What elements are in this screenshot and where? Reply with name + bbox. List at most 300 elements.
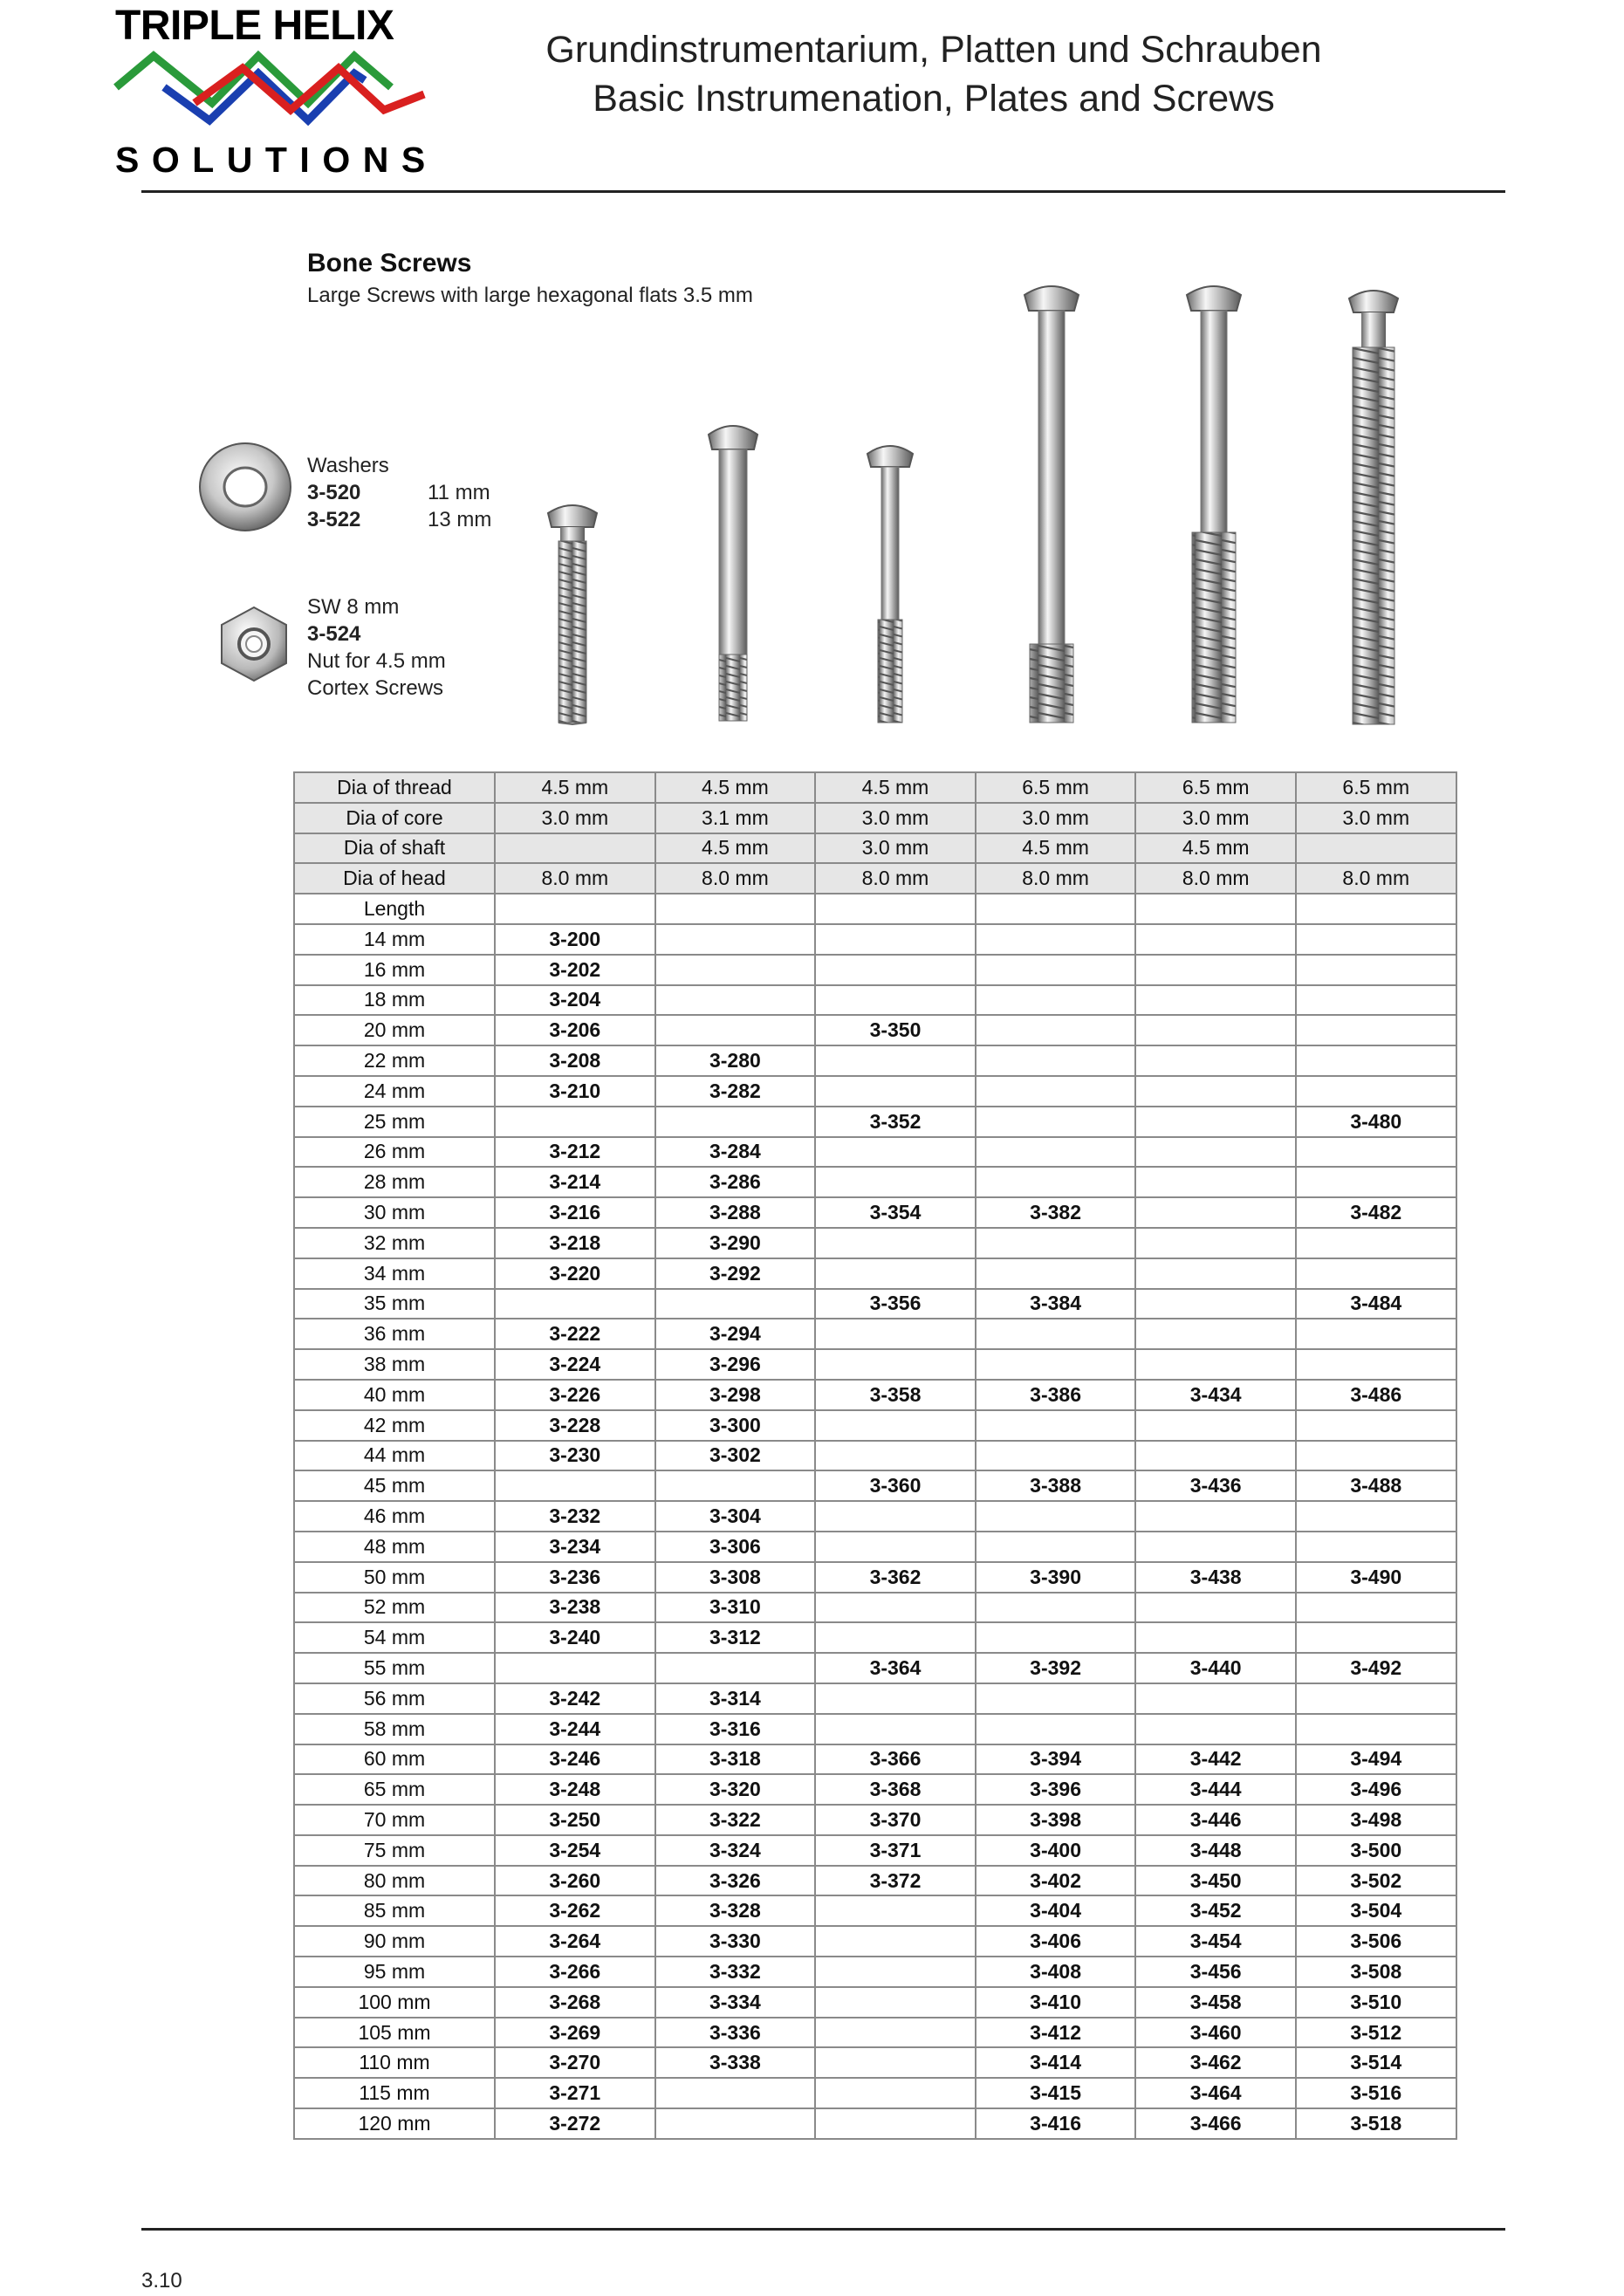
article-code-cell: 3-292 [655,1258,816,1289]
article-code-cell [815,1683,976,1714]
article-code-cell [1135,924,1296,955]
article-code-cell [1296,924,1456,955]
article-code-cell: 3-350 [815,1015,976,1045]
article-code-cell: 3-400 [976,1835,1136,1866]
washers-info [307,452,517,533]
article-code-cell [1296,1076,1456,1107]
length-label-cell: Length [294,894,495,924]
article-code-cell: 3-396 [976,1774,1136,1805]
article-code-cell [815,955,976,985]
article-code-cell [1135,1228,1296,1258]
article-code-cell: 3-364 [815,1653,976,1683]
table-row [294,985,1456,1016]
article-code-cell [1296,1228,1456,1258]
article-code-cell [815,1045,976,1076]
table-row [294,1683,1456,1714]
article-code-cell [815,1167,976,1197]
article-code-cell [815,1349,976,1380]
article-code-cell [976,1349,1136,1380]
spec-value-cell: 8.0 mm [976,863,1136,894]
article-code-cell [976,1137,1136,1168]
length-cell: 34 mm [294,1258,495,1289]
article-code-cell [1135,1107,1296,1137]
article-code-cell [1296,1167,1456,1197]
article-code-cell [976,1319,1136,1349]
spec-label-cell: Dia of head [294,863,495,894]
spec-value-cell: 8.0 mm [1296,863,1456,894]
article-code-cell: 3-370 [815,1805,976,1835]
spec-value-cell: 8.0 mm [655,863,816,894]
article-code-cell [1296,1410,1456,1441]
nut-sw: SW 8 mm [307,595,400,619]
article-code-cell: 3-452 [1135,1895,1296,1926]
article-code-cell: 3-242 [495,1683,655,1714]
article-code-cell [1296,985,1456,1016]
article-code-cell: 3-226 [495,1380,655,1410]
article-code-cell [1135,1349,1296,1380]
article-code-cell [976,1441,1136,1471]
length-cell: 80 mm [294,1866,495,1896]
article-code-cell [815,2047,976,2078]
article-code-cell: 3-444 [1135,1774,1296,1805]
article-code-cell: 3-268 [495,1987,655,2018]
spec-value-cell: 3.0 mm [976,803,1136,833]
article-code-cell: 3-512 [1296,2018,1456,2048]
article-code-cell [655,1470,816,1501]
table-row [294,1197,1456,1228]
helix-waves-icon [112,49,435,136]
washer-code: 3-522 [307,508,361,531]
article-code-cell [1135,1076,1296,1107]
article-code-cell: 3-360 [815,1470,976,1501]
article-code-cell: 3-254 [495,1835,655,1866]
article-code-cell [976,1410,1136,1441]
hex-nut-icon [215,604,293,684]
cancellous-screw-full-thread [1349,291,1398,724]
spec-value-cell: 4.5 mm [655,772,816,803]
length-cell: 35 mm [294,1289,495,1319]
article-code-cell: 3-240 [495,1622,655,1653]
article-code-cell: 3-270 [495,2047,655,2078]
article-code-cell [1135,1410,1296,1441]
table-row [294,1137,1456,1168]
article-code-cell [495,1107,655,1137]
article-code-cell [1135,1593,1296,1623]
screw-spec-table [293,771,1457,2140]
article-code-cell: 3-250 [495,1805,655,1835]
table-row [294,1593,1456,1623]
length-cell: 55 mm [294,1653,495,1683]
article-code-cell: 3-306 [655,1532,816,1562]
article-code-cell [655,985,816,1016]
article-code-cell [815,1926,976,1957]
table-row [294,1622,1456,1653]
article-code-cell: 3-368 [815,1774,976,1805]
article-code-cell [815,1714,976,1744]
empty-cell [976,894,1136,924]
article-code-cell: 3-214 [495,1167,655,1197]
article-code-cell: 3-434 [1135,1380,1296,1410]
article-code-cell: 3-212 [495,1137,655,1168]
article-code-cell: 3-486 [1296,1380,1456,1410]
article-code-cell: 3-460 [1135,2018,1296,2048]
length-cell: 90 mm [294,1926,495,1957]
article-code-cell [976,1107,1136,1137]
spec-value-cell: 4.5 mm [495,772,655,803]
article-code-cell [815,985,976,1016]
cortex-screw-full-thread [548,505,597,724]
article-code-cell: 3-406 [976,1926,1136,1957]
spec-value-cell: 6.5 mm [1135,772,1296,803]
article-code-cell: 3-304 [655,1501,816,1532]
article-code-cell: 3-482 [1296,1197,1456,1228]
logo-top-text: TRIPLE HELIX [115,3,394,49]
table-row [294,1714,1456,1744]
article-code-cell: 3-282 [655,1076,816,1107]
article-code-cell [1135,955,1296,985]
spec-value-cell: 4.5 mm [976,833,1136,864]
length-cell: 36 mm [294,1319,495,1349]
length-cell: 25 mm [294,1107,495,1137]
length-cell: 95 mm [294,1957,495,1987]
article-code-cell: 3-440 [1135,1653,1296,1683]
article-code-cell: 3-458 [1135,1987,1296,2018]
article-code-cell: 3-496 [1296,1774,1456,1805]
article-code-cell [815,2018,976,2048]
article-code-cell [1296,1045,1456,1076]
article-code-cell: 3-358 [815,1380,976,1410]
article-code-cell: 3-218 [495,1228,655,1258]
article-code-cell: 3-371 [815,1835,976,1866]
length-cell: 38 mm [294,1349,495,1380]
article-code-cell [1135,1532,1296,1562]
article-code-cell [815,1441,976,1471]
article-code-cell: 3-462 [1135,2047,1296,2078]
article-code-cell: 3-204 [495,985,655,1016]
spec-value-cell: 4.5 mm [1135,833,1296,864]
spec-value-cell: 3.0 mm [1135,803,1296,833]
length-cell: 115 mm [294,2078,495,2108]
header-divider [141,190,1505,193]
washers-label: Washers [307,454,389,477]
article-code-cell: 3-354 [815,1197,976,1228]
length-cell: 32 mm [294,1228,495,1258]
article-code-cell: 3-248 [495,1774,655,1805]
nut-code: 3-524 [307,622,361,646]
article-code-cell: 3-488 [1296,1470,1456,1501]
article-code-cell: 3-366 [815,1744,976,1775]
table-row [294,1957,1456,1987]
article-code-cell: 3-322 [655,1805,816,1835]
article-code-cell: 3-394 [976,1744,1136,1775]
table-row [294,1987,1456,2018]
article-code-cell: 3-416 [976,2108,1136,2139]
length-cell: 48 mm [294,1532,495,1562]
table-row [294,1805,1456,1835]
article-code-cell [655,2108,816,2139]
article-code-cell [1296,1349,1456,1380]
length-cell: 16 mm [294,955,495,985]
table-row [294,2108,1456,2139]
article-code-cell [495,1653,655,1683]
table-row [294,1289,1456,1319]
cortex-shaft-screw [709,426,757,721]
table-row [294,1441,1456,1471]
length-cell: 100 mm [294,1987,495,2018]
length-cell: 20 mm [294,1015,495,1045]
spec-header-row [294,863,1456,894]
table-row [294,1258,1456,1289]
article-code-cell [976,1045,1136,1076]
article-code-cell: 3-402 [976,1866,1136,1896]
article-code-cell [1296,1593,1456,1623]
article-code-cell: 3-272 [495,2108,655,2139]
article-code-cell [1296,1015,1456,1045]
length-cell: 85 mm [294,1895,495,1926]
article-code-cell: 3-506 [1296,1926,1456,1957]
table-row [294,1835,1456,1866]
article-code-cell [655,1107,816,1137]
spec-value-cell: 4.5 mm [815,772,976,803]
article-code-cell: 3-266 [495,1957,655,1987]
article-code-cell: 3-232 [495,1501,655,1532]
article-code-cell: 3-500 [1296,1835,1456,1866]
article-code-cell: 3-210 [495,1076,655,1107]
washer-size: 11 mm [428,481,490,504]
spec-header-row [294,772,1456,803]
article-code-cell: 3-514 [1296,2047,1456,2078]
article-code-cell: 3-324 [655,1835,816,1866]
article-code-cell [1296,1258,1456,1289]
article-code-cell: 3-492 [1296,1653,1456,1683]
article-code-cell: 3-456 [1135,1957,1296,1987]
length-cell: 65 mm [294,1774,495,1805]
article-code-cell: 3-410 [976,1987,1136,2018]
table-row [294,1501,1456,1532]
small-shaft-screw [867,446,913,723]
spec-label-cell: Dia of thread [294,772,495,803]
article-code-cell [815,1501,976,1532]
article-code-cell [1135,985,1296,1016]
article-code-cell: 3-220 [495,1258,655,1289]
table-row [294,1774,1456,1805]
table-row [294,1349,1456,1380]
article-code-cell [815,1895,976,1926]
article-code-cell [1296,1441,1456,1471]
spec-value-cell: 3.0 mm [815,803,976,833]
article-code-cell: 3-442 [1135,1744,1296,1775]
article-code-cell [815,1258,976,1289]
article-code-cell [976,985,1136,1016]
article-code-cell [1296,1532,1456,1562]
article-code-cell [1135,1045,1296,1076]
article-code-cell [655,1289,816,1319]
article-code-cell: 3-246 [495,1744,655,1775]
article-code-cell: 3-200 [495,924,655,955]
article-code-cell: 3-296 [655,1349,816,1380]
article-code-cell: 3-480 [1296,1107,1456,1137]
article-code-cell: 3-320 [655,1774,816,1805]
spec-value-cell [495,833,655,864]
length-cell: 120 mm [294,2108,495,2139]
article-code-cell: 3-206 [495,1015,655,1045]
article-code-cell: 3-222 [495,1319,655,1349]
article-code-cell: 3-390 [976,1562,1136,1593]
cancellous-screw-long-thread [1187,286,1241,723]
washer-row [307,506,517,533]
spec-value-cell: 6.5 mm [1296,772,1456,803]
article-code-cell [655,2078,816,2108]
article-code-cell [976,1167,1136,1197]
article-code-cell [1296,1137,1456,1168]
article-code-cell: 3-490 [1296,1562,1456,1593]
spec-value-cell: 3.1 mm [655,803,816,833]
article-code-cell [1296,1714,1456,1744]
page-number: 3.10 [141,2269,182,2293]
article-code-cell [1135,1289,1296,1319]
table-row [294,2018,1456,2048]
article-code-cell: 3-284 [655,1137,816,1168]
article-code-cell: 3-202 [495,955,655,985]
table-row [294,924,1456,955]
article-code-cell [1135,1683,1296,1714]
article-code-cell [655,1015,816,1045]
table-row [294,1380,1456,1410]
article-code-cell [1135,1167,1296,1197]
length-cell: 44 mm [294,1441,495,1471]
article-code-cell [655,924,816,955]
article-code-cell [1296,1622,1456,1653]
table-row [294,1866,1456,1896]
header-title-german: Grundinstrumentarium, Platten und Schrauben [545,29,1322,71]
length-cell: 40 mm [294,1380,495,1410]
article-code-cell: 3-326 [655,1866,816,1896]
article-code-cell: 3-388 [976,1470,1136,1501]
article-code-cell: 3-216 [495,1197,655,1228]
article-code-cell: 3-372 [815,1866,976,1896]
article-code-cell [1296,1683,1456,1714]
length-cell: 52 mm [294,1593,495,1623]
article-code-cell: 3-288 [655,1197,816,1228]
length-cell: 24 mm [294,1076,495,1107]
article-code-cell [976,955,1136,985]
length-cell: 60 mm [294,1744,495,1775]
article-code-cell: 3-260 [495,1866,655,1896]
spec-label-cell: Dia of core [294,803,495,833]
article-code-cell: 3-518 [1296,2108,1456,2139]
article-code-cell: 3-502 [1296,1866,1456,1896]
article-code-cell: 3-412 [976,2018,1136,2048]
article-code-cell: 3-362 [815,1562,976,1593]
table-row [294,1653,1456,1683]
article-code-cell: 3-336 [655,2018,816,2048]
nut-desc-line2: Cortex Screws [307,676,444,700]
length-cell: 45 mm [294,1470,495,1501]
article-code-cell [815,2108,976,2139]
article-code-cell: 3-446 [1135,1805,1296,1835]
length-cell: 14 mm [294,924,495,955]
article-code-cell: 3-286 [655,1167,816,1197]
spec-value-cell [1296,833,1456,864]
article-code-cell: 3-504 [1296,1895,1456,1926]
article-code-cell [1135,1714,1296,1744]
length-cell: 105 mm [294,2018,495,2048]
article-code-cell: 3-384 [976,1289,1136,1319]
article-code-cell: 3-408 [976,1957,1136,1987]
table-row [294,1107,1456,1137]
article-code-cell: 3-330 [655,1926,816,1957]
article-code-cell [1135,1441,1296,1471]
empty-cell [655,894,816,924]
length-cell: 18 mm [294,985,495,1016]
article-code-cell [815,1410,976,1441]
article-code-cell: 3-414 [976,2047,1136,2078]
article-code-cell: 3-302 [655,1441,816,1471]
article-code-cell: 3-312 [655,1622,816,1653]
screws-illustration [489,279,1475,733]
article-code-cell: 3-352 [815,1107,976,1137]
brand-logo [112,0,438,188]
article-code-cell: 3-224 [495,1349,655,1380]
article-code-cell [1135,1319,1296,1349]
table-row [294,2078,1456,2108]
article-code-cell [976,1593,1136,1623]
article-code-cell: 3-450 [1135,1866,1296,1896]
article-code-cell [976,1258,1136,1289]
article-code-cell [815,1228,976,1258]
length-cell: 28 mm [294,1167,495,1197]
article-code-cell [976,1501,1136,1532]
length-cell: 26 mm [294,1137,495,1168]
article-code-cell: 3-448 [1135,1835,1296,1866]
article-code-cell: 3-230 [495,1441,655,1471]
spec-value-cell: 8.0 mm [495,863,655,894]
spec-table-body [294,772,1456,2139]
spec-value-cell: 3.0 mm [495,803,655,833]
washer-size: 13 mm [428,508,492,531]
empty-cell [1135,894,1296,924]
article-code-cell: 3-298 [655,1380,816,1410]
article-code-cell [1296,1501,1456,1532]
article-code-cell: 3-386 [976,1380,1136,1410]
table-row [294,1895,1456,1926]
article-code-cell: 3-318 [655,1744,816,1775]
table-row [294,1167,1456,1197]
spec-label-cell: Dia of shaft [294,833,495,864]
article-code-cell: 3-328 [655,1895,816,1926]
length-cell: 46 mm [294,1501,495,1532]
article-code-cell: 3-484 [1296,1289,1456,1319]
table-row [294,1410,1456,1441]
article-code-cell: 3-338 [655,2047,816,2078]
empty-cell [815,894,976,924]
article-code-cell: 3-392 [976,1653,1136,1683]
article-code-cell [976,1622,1136,1653]
article-code-cell: 3-494 [1296,1744,1456,1775]
length-cell: 50 mm [294,1562,495,1593]
article-code-cell [495,1289,655,1319]
article-code-cell: 3-269 [495,2018,655,2048]
table-row [294,1045,1456,1076]
article-code-cell [815,1319,976,1349]
article-code-cell [1135,1015,1296,1045]
article-code-cell: 3-316 [655,1714,816,1744]
length-cell: 110 mm [294,2047,495,2078]
article-code-cell: 3-438 [1135,1562,1296,1593]
section-title: Bone Screws [307,249,472,278]
article-code-cell: 3-314 [655,1683,816,1714]
table-row [294,1926,1456,1957]
